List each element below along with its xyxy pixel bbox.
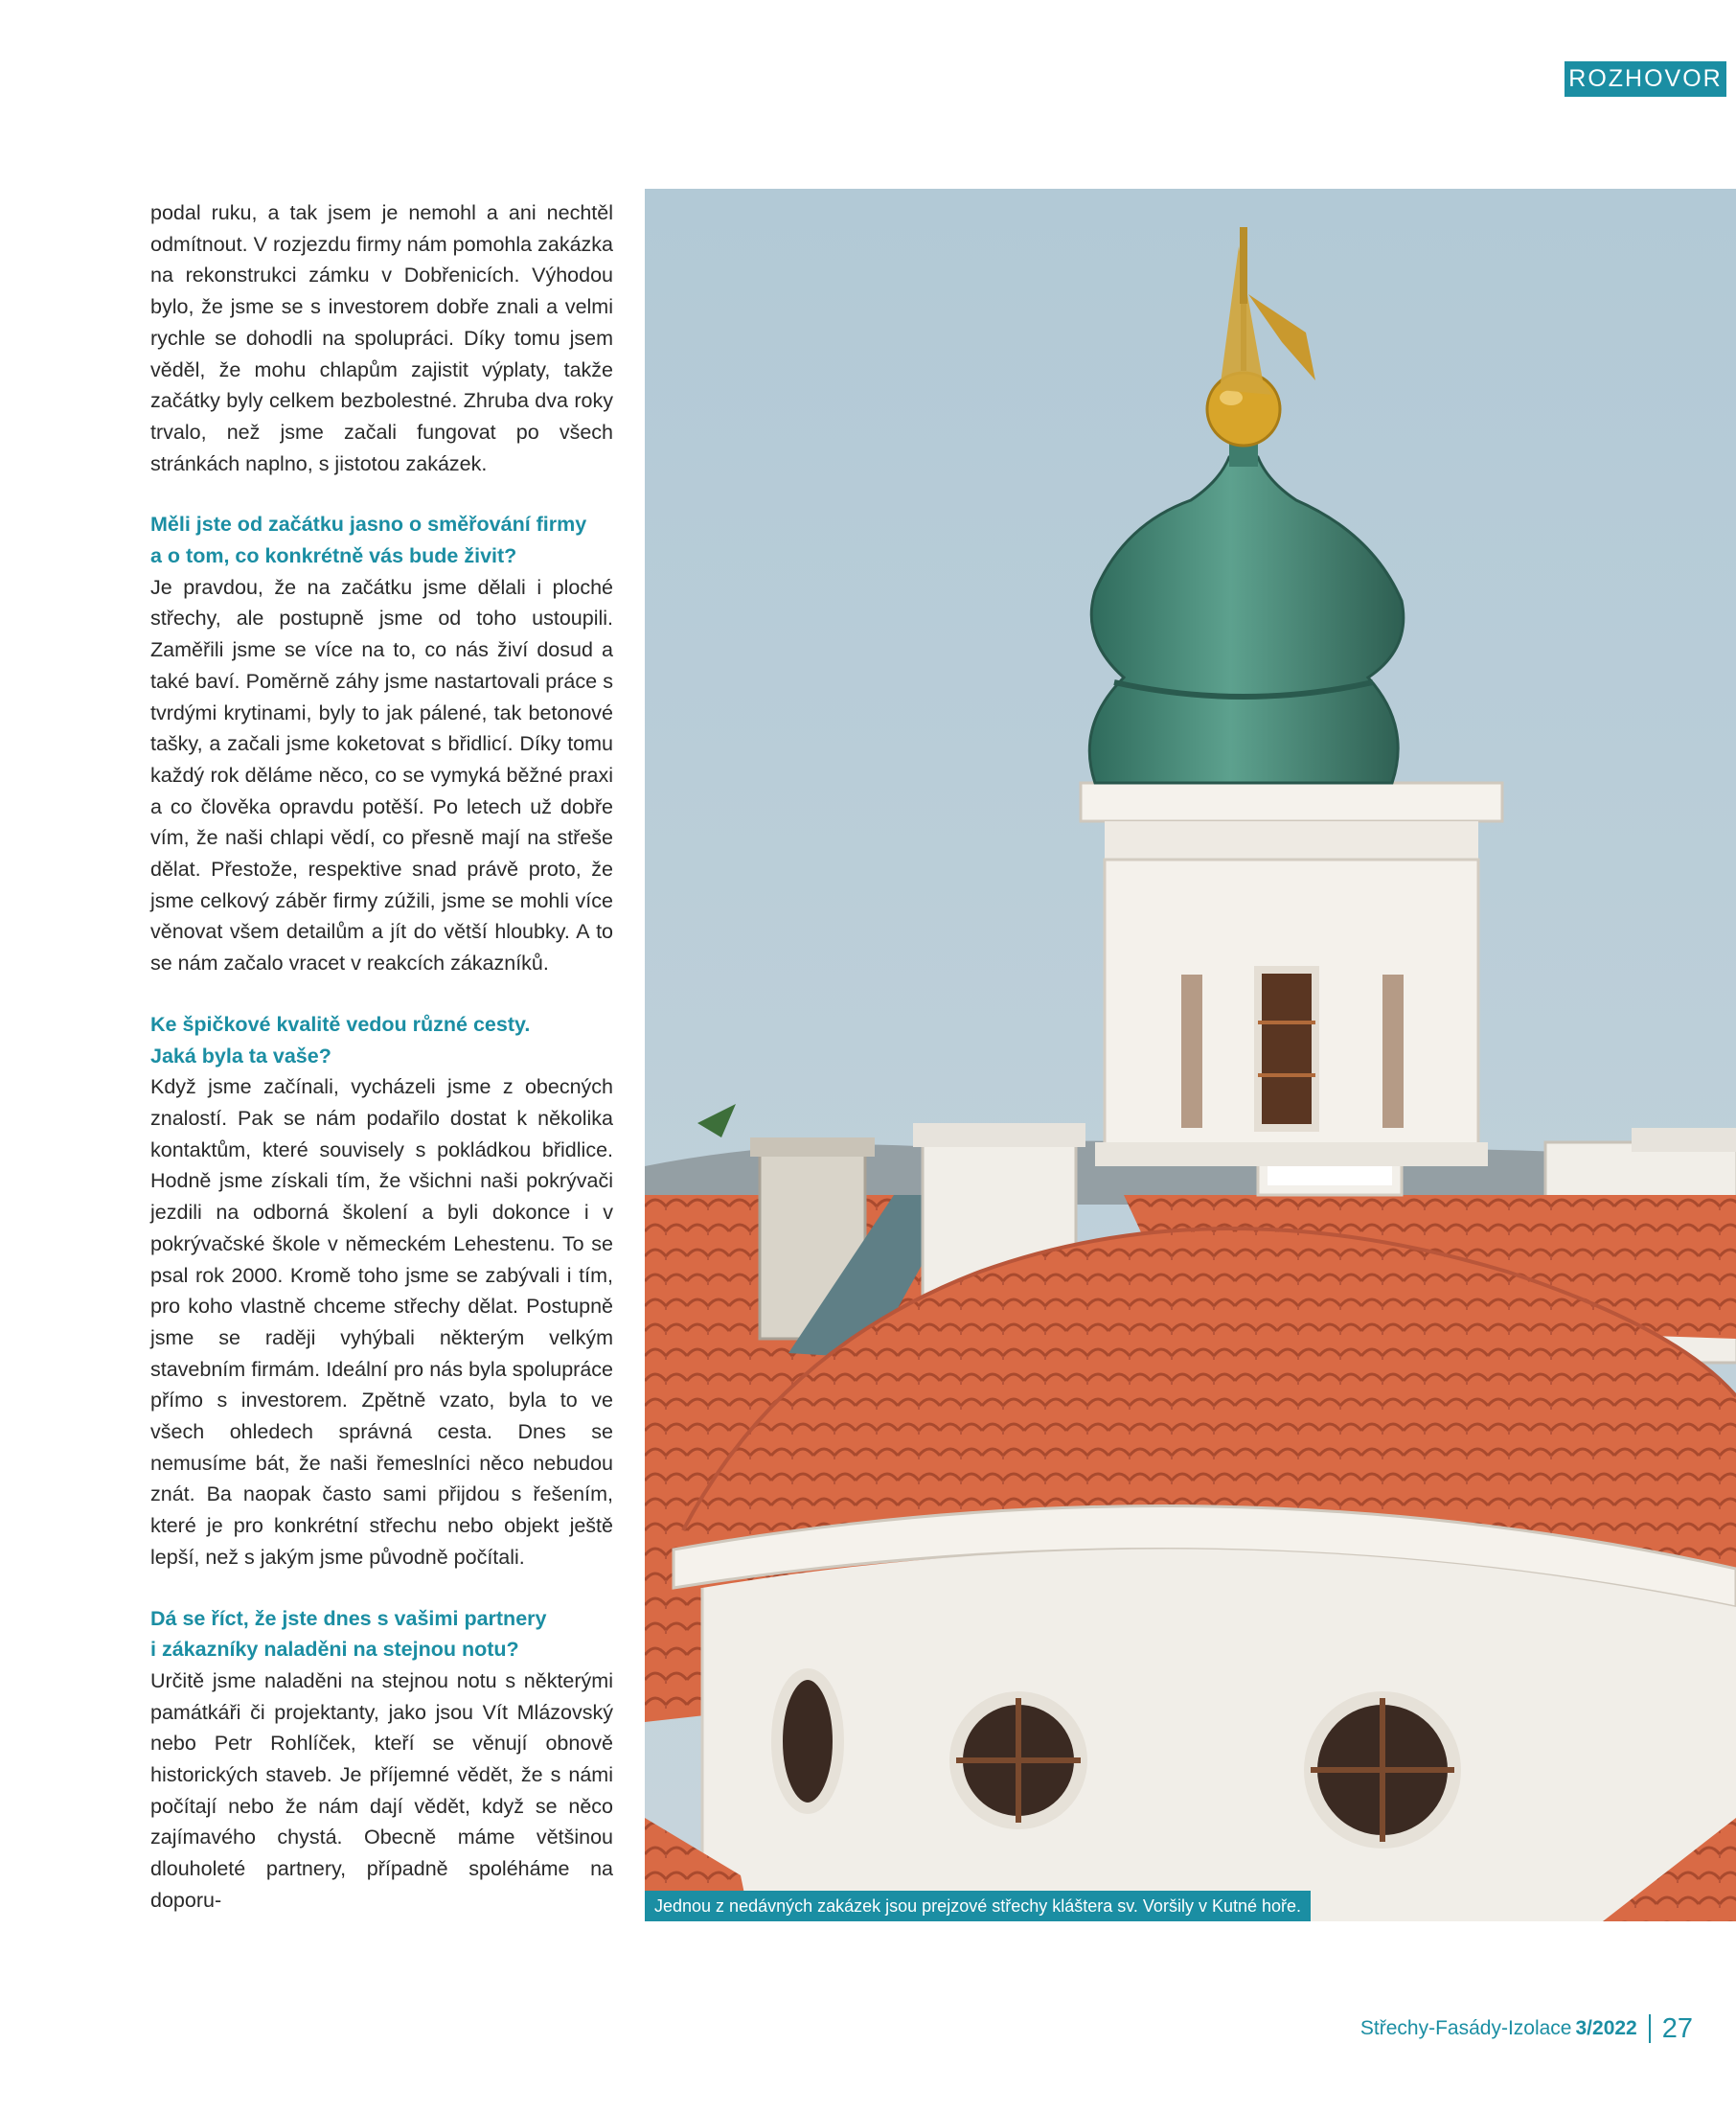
publication-name: Střechy-Fasády-Izolace	[1359, 2017, 1572, 2039]
interview-question	[150, 1009, 613, 1071]
article-paragraph: Když jsme začínali, vycházeli jsme z obecných znalostí. Pak se nám podařilo dostat k několika kontaktům, které souvisely s pokládkou břidlice. Hodně jsme získali tím, že všichni naši pokrývači jezdili na odborná školení a byli dokonce i v pokrývačské škole v německém Lehestenu. To se psal rok 2000. Kromě toho jsme se zabývali i tím, pro koho vlastně chceme střechy dělat. Postupně jsme se raději vyhýbali některým velkým stavebním firmám. Ideální pro nás byla spolupráce přímo s investorem. Zpětně vzato, byla to ve všech ohledech správná cesta. Dnes se nemusíme bát, že naši řemeslníci něco nebudou znát. Ba naopak často sami přijdou s řešením, které je pro konkrétní střechu nebo objekt ještě lepší, než s jakým jsme původně počítali.	[150, 1075, 613, 1569]
question-line: i zákazníky naladěni na stejnou notu?	[150, 1638, 519, 1662]
question-line: Měli jste od začátku jasno o směřování firmy	[150, 513, 587, 537]
question-line: Ke špičkové kvalitě vedou různé cesty.	[150, 1012, 531, 1036]
photo-caption: Jednou z nedávných zakázek jsou prejzové střechy kláštera sv. Voršily v Kutné hoře.	[645, 1891, 1311, 1921]
question-line: Jaká byla ta vaše?	[150, 1044, 331, 1068]
roof-illustration	[645, 189, 1736, 1921]
interview-question	[150, 509, 613, 571]
article-paragraph: Je pravdou, že na začátku jsme dělali i ploché střechy, ale postupně jsme od toho ustoupili. Zaměřili jsme se více na to, co nás živí dosud a také baví. Poměrně záhy jsme nastartovali práce s tvrdými krytinami, byly to jak pálené, tak betonové tašky, a začali jsme koketovat s břidlicí. Díky tomu každý rok děláme něco, co se vymyká běžné praxi a co člověka opravdu potěší. Po letech už dobře vím, že naši chlapi vědí, co přesně mají na střeše dělat. Přestože, respektive snad právě proto, že jsme celkový záběr firmy zúžili, jsme se mohli více věnovat všem detailům a jít do větší hloubky. A to se nám začalo vracet v reakcích zákazníků.	[150, 575, 613, 976]
footer-divider	[1649, 2014, 1651, 2043]
article-paragraph: Určitě jsme naladěni na stejnou notu s některými památkáři či projektanty, jako jsou Vít Mlázovský nebo Petr Rohlíček, kteří se věnují obnově historických staveb. Je příjemné vědět, že s námi počítají nebo že nám dají vědět, když se něco zajímavého chystá. Obecně máme většinou dlouholeté partnery, případně spoléháme na doporu-	[150, 1668, 613, 1912]
page-number: 27	[1661, 2012, 1693, 2044]
article-paragraph: podal ruku, a tak jsem je nemohl a ani nechtěl odmítnout. V rozjezdu firmy nám pomohla zakázka na rekonstrukci zámku v Dobřenicích. Výhodou bylo, že jsme se s investorem dobře znali a velmi rychle se dohodli na spolupráci. Díky tomu jsem věděl, že mohu chlapům zajistit výplaty, takže začátky byly celkem bezbolestné. Zhruba dva roky trvalo, než jsme začali fungovat po všech stránkách naplno, s jistotou zakázek.	[150, 201, 613, 475]
question-line: a o tom, co konkrétně vás bude živit?	[150, 544, 517, 568]
issue-number: 3/2022	[1575, 2017, 1637, 2039]
interview-question	[150, 1603, 613, 1665]
article-column	[150, 197, 613, 1917]
question-line: Dá se říct, že jste dnes s vašimi partnery	[150, 1606, 547, 1630]
section-tag: ROZHOVOR	[1565, 61, 1726, 97]
page-footer	[1360, 2010, 1693, 2048]
monastery-photo	[645, 189, 1736, 1921]
